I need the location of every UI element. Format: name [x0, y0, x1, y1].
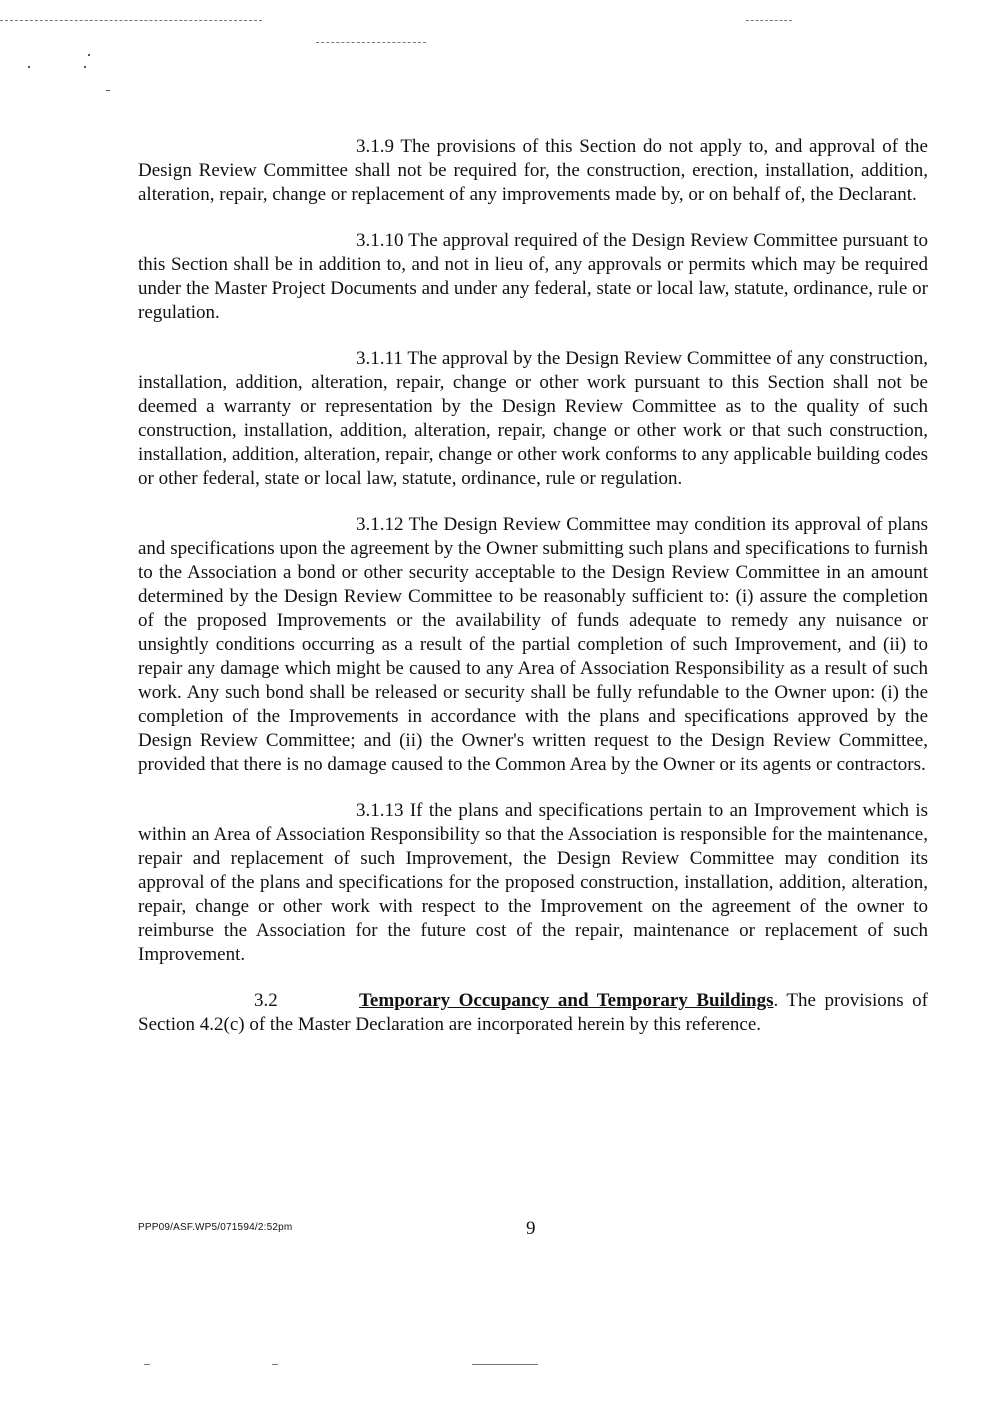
scan-dot	[84, 66, 86, 68]
paragraph-number: 3.1.9	[356, 136, 394, 157]
paragraph-3-1-10	[138, 229, 928, 325]
section-3-2	[138, 989, 928, 1037]
paragraph-number: 3.1.11	[356, 348, 403, 369]
paragraph-text: The approval by the Design Review Committee of any construction, installation, addition, alteration, repair, change or other work pursuant to this Section shall not be deemed a warranty or representation by the Design Review Committee as to the quality of such construction, installation, addition, alteration, repair, change or other work or that such construction, installation, addition, alteration, repair, change or other work conforms to any applicable building codes or other federal, state or local law, statute, ordinance, rule or regulation.	[138, 348, 928, 489]
paragraph-number: 3.1.10	[356, 230, 404, 251]
scan-artifact-bottom-right	[472, 1364, 538, 1365]
paragraph-text: The approval required of the Design Review Committee pursuant to this Section shall be in addition to, and not in lieu of, any approvals or permits which may be required under the Master Project Documents and under any federal, state or local law, statute, ordinance, rule or regulation.	[138, 230, 928, 323]
document-body	[138, 135, 928, 1059]
scan-artifact-top-left	[0, 20, 262, 21]
paragraph-3-1-13	[138, 799, 928, 967]
scan-dot	[28, 66, 30, 68]
scan-dot	[106, 90, 110, 91]
paragraph-number: 3.1.12	[356, 514, 404, 535]
paragraph-3-1-11	[138, 347, 928, 491]
footer-document-code: PPP09/ASF.WP5/071594/2:52pm	[138, 1222, 293, 1233]
page-number: 9	[526, 1218, 536, 1239]
scan-artifact-bottom-left	[144, 1364, 150, 1365]
paragraph-text: The Design Review Committee may condition its approval of plans and specifications upon the agreement by the Owner submitting such plans and specifications to furnish to the Association a bond or other security acceptable to the Design Review Committee in an amount determined by the Design Review Committee to be reasonably sufficient to: (i) assure the completion of the proposed Improvements or the availability of funds adequate to remedy any nuisance or unsightly conditions occurring as a result of the partial completion of such Improvement, and (ii) to repair any damage which might be caused to any Area of Association Responsibility as a result of such work. Any such bond shall be released or security shall be fully refundable to the Owner upon: (i) the completion of the Improvements in accordance with the plans and specifications approved by the Design Review Committee; and (ii) the Owner's written request to the Design Review Committee, provided that there is no damage caused to the Common Area by the Owner or its agents or contractors.	[138, 514, 928, 775]
scan-dot	[88, 54, 90, 56]
paragraph-3-1-12	[138, 513, 928, 777]
section-title: Temporary Occupancy and Temporary Buildings	[359, 990, 774, 1011]
paragraph-text: If the plans and specifications pertain to an Improvement which is within an Area of Association Responsibility so that the Association is responsible for the maintenance, repair and replacement of such Improvement, the Design Review Committee may condition its approval of the plans and specifications for the proposed construction, installation, addition, alteration, repair, change or other work with respect to the Improvement on the agreement of the owner to reimburse the Association for the future cost of the repair, maintenance or replacement of such Improvement.	[138, 800, 929, 965]
paragraph-3-1-9	[138, 135, 928, 207]
scan-artifact-bottom-mid	[272, 1364, 278, 1365]
scan-artifact-top-mid	[316, 42, 426, 43]
scan-artifact-top-right	[746, 20, 792, 21]
section-text: . The provisions of Section 4.2(c) of the Master Declaration are incorporated herein by this reference.	[138, 990, 928, 1035]
paragraph-text: The provisions of this Section do not apply to, and approval of the Design Review Committee shall not be required for, the construction, erection, installation, addition, alteration, repair, change or replacement of any improvements made by, or on behalf of, the Declarant.	[138, 136, 928, 205]
paragraph-number: 3.1.13	[356, 800, 404, 821]
section-number: 3.2	[254, 990, 278, 1011]
